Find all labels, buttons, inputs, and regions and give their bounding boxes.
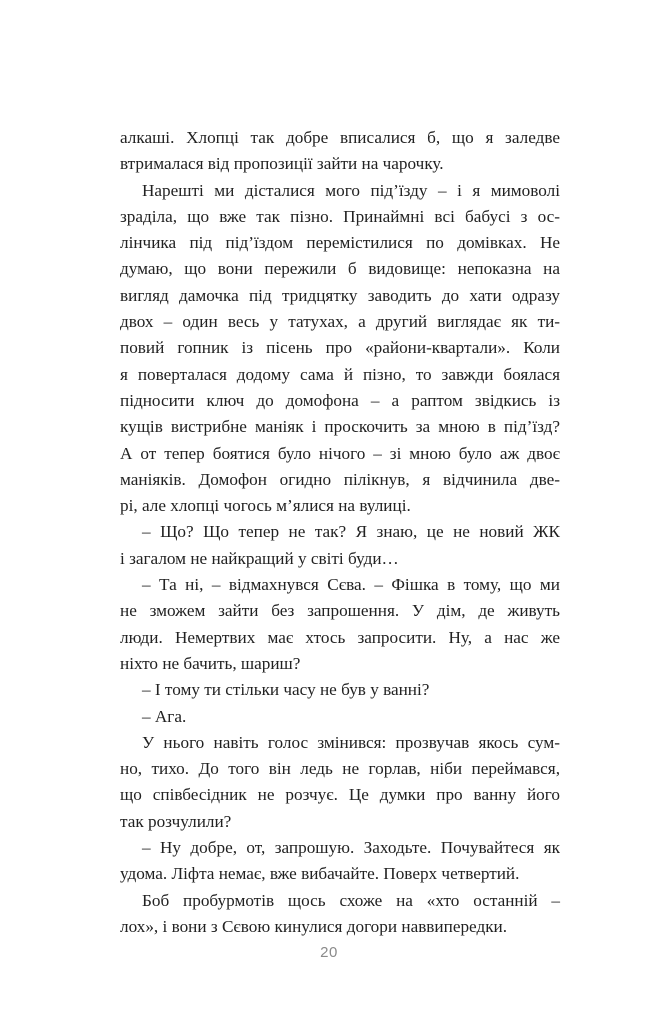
text-line: У нього навіть голос змінився: прозвучав якось сум- (142, 732, 560, 752)
text-line: підносити ключ до домофона – а раптом звідкись із (120, 390, 560, 410)
body-text (120, 125, 560, 940)
text-line: но, тихо. До того він ледь не горлав, ніби переймався, (120, 759, 560, 779)
text-line: двох – один весь у татухах, а другий виглядає як ти- (120, 312, 560, 332)
paragraph (120, 519, 560, 572)
text-line: я поверталася додому сама й пізно, то завжди боялася (120, 364, 560, 384)
text-line: люди. Немертвих має хтось запросити. Ну, а нас же (120, 627, 560, 647)
paragraph (120, 888, 560, 941)
text-line: – Ага. (142, 706, 187, 726)
paragraph (120, 730, 560, 835)
text-line: втрималася від пропозиції зайти на чарочку. (120, 154, 444, 174)
text-line: А от тепер боятися було нічого – зі мною було аж двоє (120, 443, 560, 463)
text-line: алкаші. Хлопці так добре вписалися б, що я заледве (120, 128, 560, 147)
text-line: рі, але хлопці чогось м’ялися на вулиці. (120, 496, 411, 516)
text-line: думаю, що вони пережили б видовище: непоказна на (120, 259, 560, 279)
text-line: так розчулили? (120, 811, 232, 831)
text-line: удома. Ліфта немає, вже вибачайте. Поверх четвертий. (120, 864, 520, 884)
text-line: лінчика під під’їздом перемістилися по домівках. Не (120, 233, 560, 253)
text-line: – Ну добре, от, запрошую. Заходьте. Почувайтеся як (142, 838, 560, 858)
paragraph (120, 178, 560, 520)
paragraph (120, 835, 560, 888)
text-line: що співбесідник не розчує. Це думки про ванну його (120, 785, 560, 805)
text-line: повий гопник із пісень про «райони-квартали». Коли (120, 338, 560, 358)
paragraph (120, 125, 560, 178)
text-line: кущів вистрибне маніяк і проскочить за мною в під’їзд? (120, 417, 560, 437)
text-line: Боб пробурмотів щось схоже на «хто останній – (142, 890, 560, 910)
text-line: – Що? Що тепер не так? Я знаю, це не новий ЖК (142, 522, 560, 542)
paragraph (120, 572, 560, 677)
text-line: і загалом не найкращий у світі буди… (120, 548, 399, 568)
paragraph (120, 677, 560, 703)
text-line: ніхто не бачить, шариш? (120, 653, 301, 673)
text-line: зраділа, що вже так пізно. Принаймні всі бабусі з ос- (120, 206, 560, 226)
text-line: лох», і вони з Сєвою кинулися догори наввипередки. (120, 916, 508, 936)
text-line: не зможем зайти без запрошення. У дім, де живуть (120, 601, 560, 621)
text-line: вигляд дамочка під тридцятку заводить до хати одразу (120, 285, 560, 305)
text-line: – І тому ти стільки часу не був у ванні? (142, 680, 430, 700)
text-line: маніяків. Домофон огидно пілікнув, я відчинила две- (120, 469, 560, 489)
text-line: Нарешті ми дісталися мого під’їзду – і я мимоволі (142, 180, 560, 200)
page-number: 20 (320, 944, 338, 961)
paragraph (120, 704, 560, 730)
text-line: – Та ні, – відмахнувся Сєва. – Фішка в тому, що ми (142, 575, 560, 595)
